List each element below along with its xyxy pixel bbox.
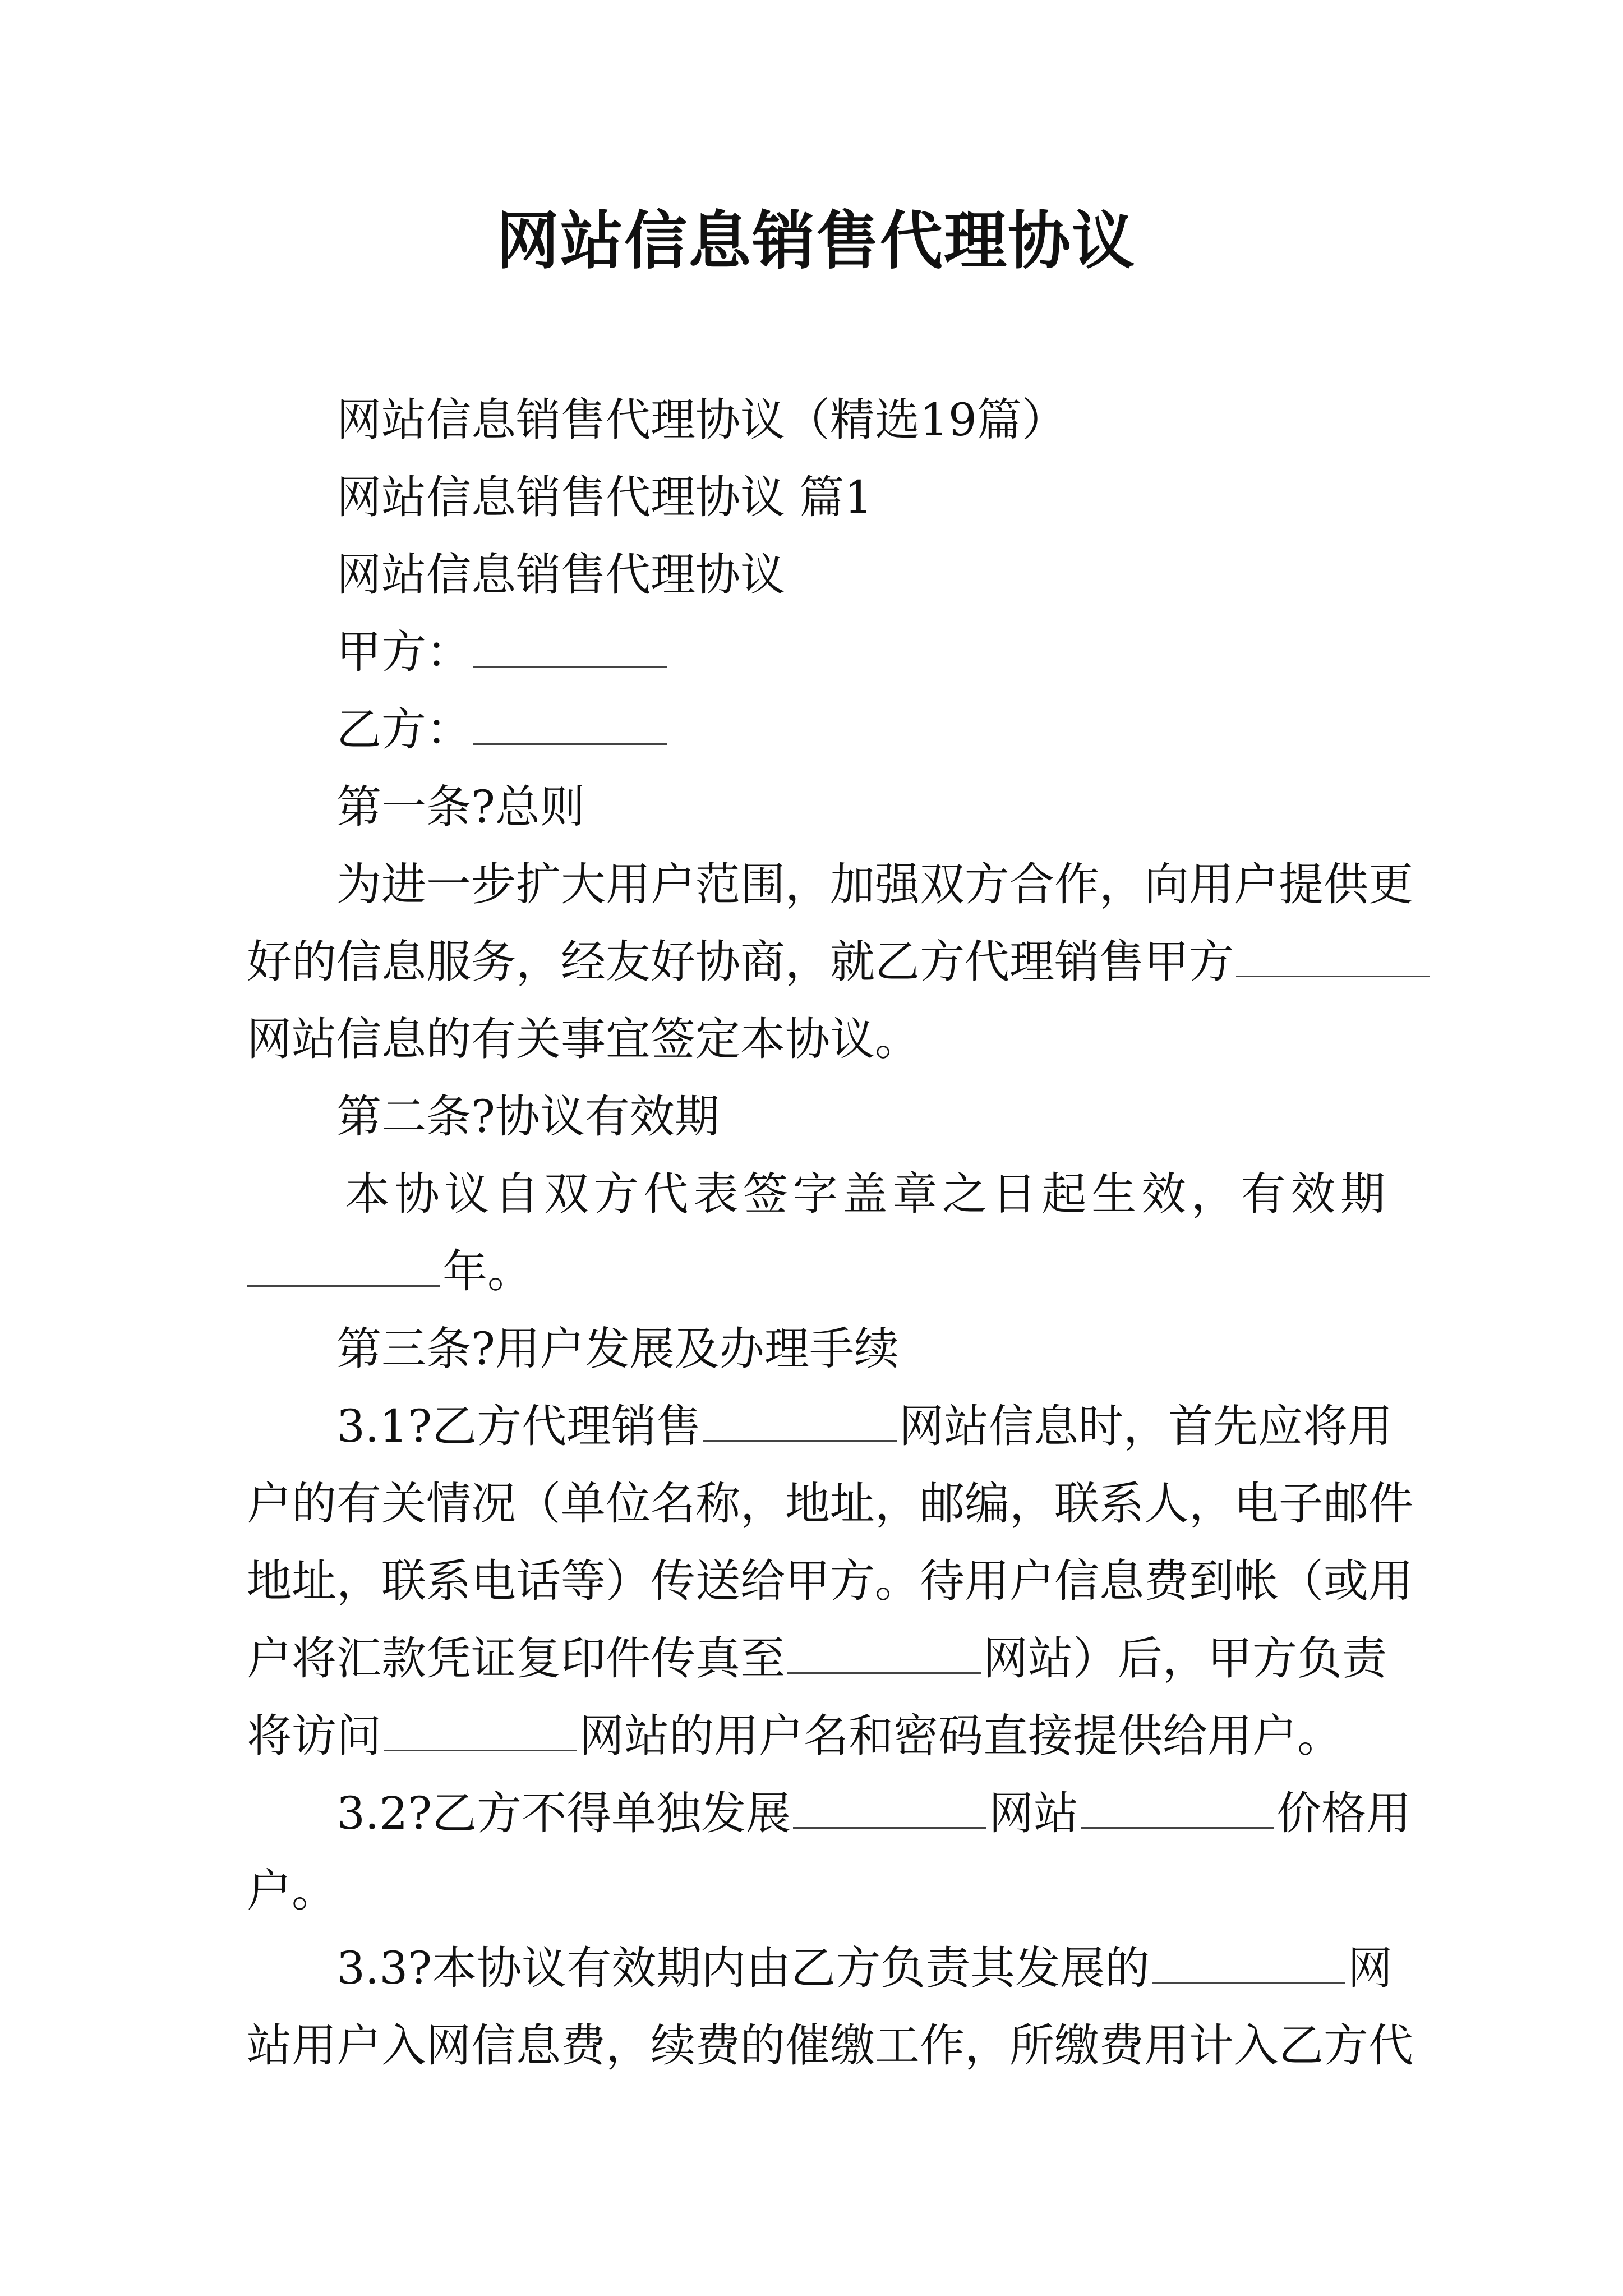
paragraph-line: 3.1?乙方代理销售 网站信息时，首先应将用 — [336, 1400, 1393, 1452]
paragraph-line: 户。 — [247, 1865, 336, 1917]
paragraph-line: 户的有关情况（单位名称，地址，邮编，联系人，电子邮件 — [247, 1478, 1413, 1530]
document-body — [247, 381, 1413, 2085]
section-heading: 第三条?用户发展及办理手续 — [336, 1323, 899, 1375]
paragraph: 网站信息销售代理协议 篇1 — [336, 471, 873, 523]
party-a-line: 甲方： — [247, 614, 1385, 691]
paragraph-line: 为进一步扩大用户范围，加强双方合作，向用户提供更 — [336, 858, 1413, 910]
fill-blank — [1081, 1788, 1274, 1829]
paragraph: 网站信息销售代理协议（精选19篇） — [336, 394, 1067, 446]
document-page — [247, 0, 1413, 2296]
document-title: 网站信息销售代理协议 — [496, 204, 1136, 278]
paragraph-line: 户将汇款凭证复印件传真至 网站）后，甲方负责 — [247, 1632, 1387, 1685]
paragraph-line: 地址，联系电话等）传送给甲方。待用户信息费到帐（或用 — [247, 1555, 1413, 1607]
paragraph-line: 3.3?本协议有效期内由乙方负责其发展的 网 — [336, 1942, 1393, 1994]
paragraph-line: 3.2?乙方不得单独发展 网站 价格用 — [336, 1787, 1412, 1839]
fill-blank — [247, 1246, 440, 1287]
fill-blank — [384, 1710, 577, 1751]
paragraph-line: 将访问 网站的用户名和密码直接提供给用户。 — [247, 1710, 1342, 1762]
fill-blank — [473, 704, 667, 745]
fill-blank — [703, 1401, 897, 1442]
section-heading: 第二条?协议有效期 — [336, 1091, 720, 1143]
paragraph-line: 站用户入网信息费，续费的催缴工作，所缴费用计入乙方代 — [247, 2019, 1413, 2072]
fill-blank — [473, 627, 667, 668]
party-b-line: 乙方： — [247, 691, 1385, 769]
fill-blank — [793, 1788, 986, 1829]
fill-blank — [1236, 936, 1430, 977]
fill-blank — [787, 1633, 981, 1674]
paragraph: 网站信息销售代理协议 — [336, 549, 785, 601]
paragraph-line: 年。 — [247, 1233, 1385, 1310]
section-heading: 第一条?总则 — [336, 781, 585, 833]
fill-blank — [1152, 1943, 1345, 1984]
paragraph-line: 好的信息服务，经友好协商，就乙方代理销售甲方 — [247, 923, 1385, 1001]
paragraph-line: 网站信息的有关事宜签定本协议。 — [247, 1013, 920, 1065]
paragraph-line: 本协议自双方代表签字盖章之日起生效，有效期 — [345, 1168, 1385, 1220]
